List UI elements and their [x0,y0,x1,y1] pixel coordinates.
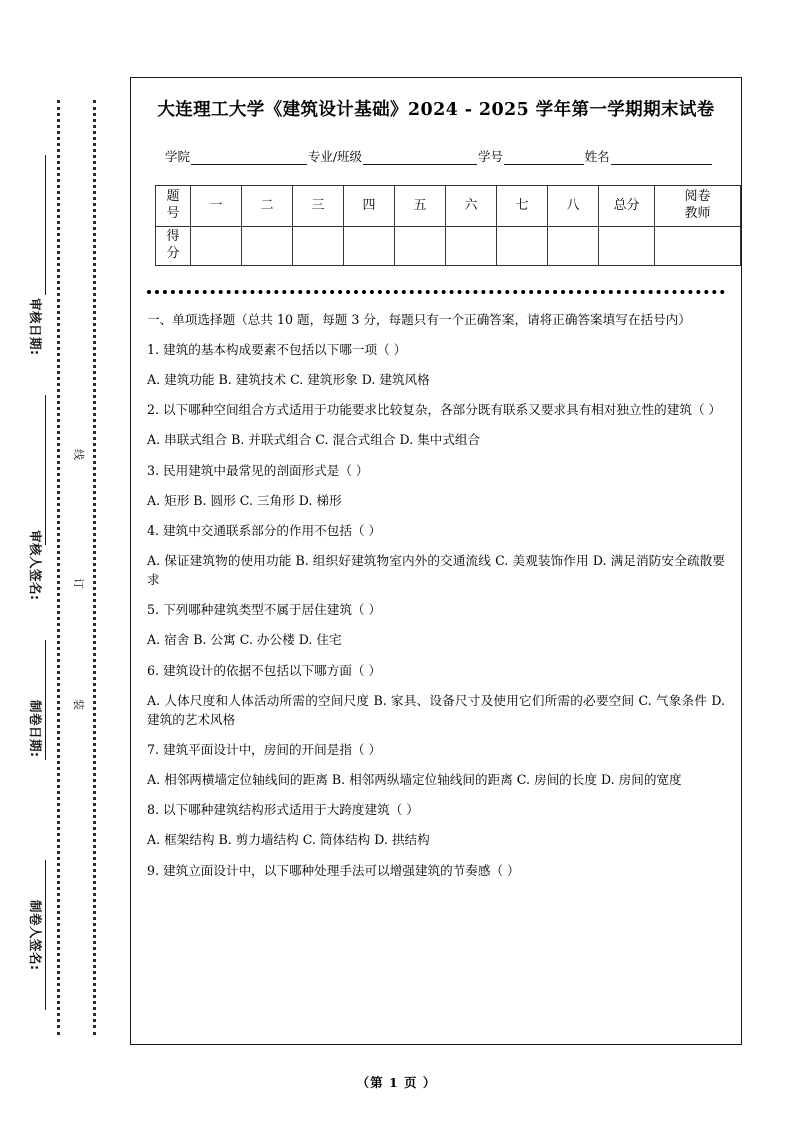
question-9-text: 9. 建筑立面设计中，以下哪种处理手法可以增强建筑的节奏感（ ） [147,862,520,878]
score-cell-total[interactable] [599,226,655,265]
question-6-options: A. 人体尺度和人体活动所需的空间尺度 B. 家具、设备尺寸及使用它们所需的必要空间 C. 气象条件 D. 建筑的艺术风格 [147,692,725,727]
margin-rule-top [45,155,46,295]
exam-sheet [130,77,742,1045]
margin-rule-upper-mid [45,395,46,545]
score-column-5: 五 [395,185,446,226]
score-column-4: 四 [344,185,395,226]
score-table-header-row [156,185,741,226]
paper-maker-signature-label: 制卷人签名: [28,900,43,971]
student-name-label: 姓名 [584,148,610,164]
score-cell-8[interactable] [548,226,599,265]
margin-dotted-line-outer [93,100,96,1035]
page-footer: （第 1 页 ） [356,1075,437,1090]
score-cell-6[interactable] [446,226,497,265]
question-1-text: 1. 建筑的基本构成要素不包括以下哪一项（ ） [147,342,407,358]
student-name-input-blank[interactable] [611,151,712,165]
question-7-options: A. 相邻两横墙定位轴线间的距离 B. 相邻两纵墙定位轴线间的距离 C. 房间的长度 D. 房间的宽度 [147,772,682,788]
exam-title: 大连理工大学《建筑设计基础》2024 - 2025 学年第一学期期末试卷 [157,100,715,120]
question-1-options: A. 建筑功能 B. 建筑技术 C. 建筑形象 D. 建筑风格 [147,372,430,388]
score-cell-2[interactable] [242,226,293,265]
question-body [147,310,725,880]
student-identity-row [147,147,725,165]
bullet-separator [147,280,725,294]
score-column-6: 六 [446,185,497,226]
row-header-question-number: 题 号 [156,185,191,226]
question-8-text: 8. 以下哪种建筑结构形式适用于大跨度建筑（ ） [147,802,419,818]
score-cell-grader[interactable] [655,226,741,265]
question-2-text: 2. 以下哪种空间组合方式适用于功能要求比较复杂，各部分既有联系又要求具有相对独立性的建筑（ ） [147,402,722,418]
score-table-value-row [156,226,741,265]
question-3-options: A. 矩形 B. 圆形 C. 三角形 D. 梯形 [147,492,342,508]
student-id-label: 学号 [478,148,504,164]
score-column-7: 七 [497,185,548,226]
score-cell-1[interactable] [191,226,242,265]
question-8-options: A. 框架结构 B. 剪力墙结构 C. 筒体结构 D. 拱结构 [147,832,430,848]
score-column-1: 一 [191,185,242,226]
score-cell-5[interactable] [395,226,446,265]
row-header-score: 得 分 [156,226,191,265]
score-column-total: 总分 [599,185,655,226]
question-3-text: 3. 民用建筑中最常见的剖面形式是（ ） [147,462,369,478]
score-table [155,185,741,266]
question-4-options: A. 保证建筑物的使用功能 B. 组织好建筑物室内外的交通流线 C. 美观装饰作用 D. 满足消防安全疏散要求 [147,553,725,588]
question-7-text: 7. 建筑平面设计中，房间的开间是指（ ） [147,741,382,757]
college-label: 学院 [165,148,191,164]
reviewer-signature-label: 审核人签名: [28,530,43,601]
college-input-blank[interactable] [191,151,307,165]
question-6-text: 6. 建筑设计的依据不包括以下哪方面（ ） [147,662,382,678]
score-column-2: 二 [242,185,293,226]
student-id-input-blank[interactable] [504,151,584,165]
score-cell-4[interactable] [344,226,395,265]
score-column-8: 八 [548,185,599,226]
question-4-text: 4. 建筑中交通联系部分的作用不包括（ ） [147,522,382,538]
score-column-grader: 阅卷 教师 [655,185,741,226]
score-cell-7[interactable] [497,226,548,265]
review-date-label: 审核日期: [28,298,43,356]
margin-dotted-line-inner [57,100,60,1035]
margin-rule-bottom [45,860,46,1010]
major-class-input-blank[interactable] [363,151,477,165]
paper-date-label: 制卷日期: [28,700,43,758]
score-column-3: 三 [293,185,344,226]
seam-label-bind: 订 [70,578,88,589]
seam-label-line: 线 [70,449,88,460]
section-heading: 一、单项选择题（总共 10 题，每题 3 分，每题只有一个正确答案，请将正确答案填写在括号内） [147,311,691,327]
margin-rule-lower-mid [45,640,46,760]
score-cell-3[interactable] [293,226,344,265]
question-5-options: A. 宿舍 B. 公寓 C. 办公楼 D. 住宅 [147,632,342,648]
seam-label-pack: 装 [70,699,88,710]
major-class-label: 专业/班级 [307,148,363,164]
question-2-options: A. 串联式组合 B. 并联式组合 C. 混合式组合 D. 集中式组合 [147,432,481,448]
question-5-text: 5. 下列哪种建筑类型不属于居住建筑（ ） [147,602,382,618]
